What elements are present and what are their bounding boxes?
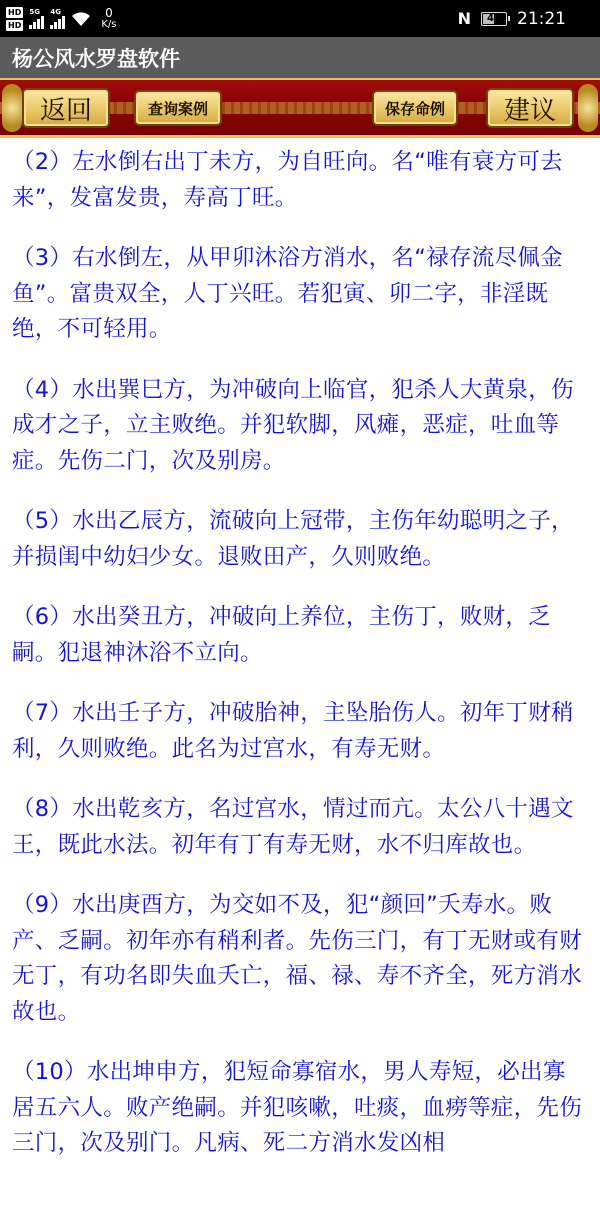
battery-icon xyxy=(481,12,507,26)
back-button[interactable]: 返回 xyxy=(22,88,110,128)
status-left xyxy=(6,3,116,34)
scroll-ornament-left xyxy=(2,84,22,132)
paragraph: （3）右水倒左，从甲卯沐浴方消水，名“禄存流尽佩金鱼”。富贵双全，人丁兴旺。若犯寅、卯二字，非淫既绝，不可轻用。 xyxy=(12,245,563,342)
nfc-icon: N xyxy=(457,9,471,28)
speed-value: 0 xyxy=(105,5,113,20)
battery-percent: 47 xyxy=(487,13,501,24)
paragraph: （2）左水倒右出丁未方，为自旺向。名“唯有衰方可去来”，发富发贵，寿高丁旺。 xyxy=(12,149,563,211)
paragraph: （7）水出壬子方，冲破胎神，主坠胎伤人。初年丁财稍利，久则败绝。此名为过宫水，有寿无财。 xyxy=(12,700,574,762)
signal-5g xyxy=(29,8,44,29)
app-title-bar xyxy=(0,37,600,78)
network-label-5g: 5G xyxy=(29,8,40,16)
status-right xyxy=(458,0,566,37)
paragraph: （9）水出庚酉方，为交如不及，犯“颜回”夭寿水。败产、乏嗣。初年亦有稍利者。先伤三门，有丁无财或有财无丁，有功名即失血夭亡，福、禄、寿不齐全，死方消水故也。 xyxy=(12,892,583,1025)
paragraph: （4）水出巽巳方，为冲破向上临官，犯杀人大黄泉，伤成才之子，立主败绝。并犯软脚，风瘫，恶症，吐血等症。先伤二门，次及别房。 xyxy=(12,376,574,474)
network-speed xyxy=(101,7,116,31)
save-case-button[interactable]: 保存命例 xyxy=(372,90,458,126)
suggest-button[interactable]: 建议 xyxy=(486,88,574,128)
signal-4g xyxy=(50,8,65,29)
content-scroll-area[interactable] xyxy=(0,141,600,1224)
app-title: 杨公风水罗盘软件 xyxy=(12,46,180,71)
paragraph: （5）水出乙辰方，流破向上冠带，主伤年幼聪明之子，并损闺中幼妇少女。退败田产，久则败绝。 xyxy=(12,508,574,570)
paragraph: （8）水出乾亥方，名过宫水，情过而亢。太公八十遇文王，既此水法。初年有丁有寿无财，水不归库故也。 xyxy=(12,796,574,858)
wifi-icon xyxy=(71,11,91,27)
paragraph: （10）水出坤申方，犯短命寡宿水，男人寿短，必出寡居五六人。败产绝嗣。并犯咳嗽，吐痰，血痨等症，先伤三门，次及别门。凡病、死二方消水发凶相 xyxy=(12,1059,583,1156)
signal-icon xyxy=(29,16,44,29)
query-cases-button[interactable]: 查询案例 xyxy=(134,90,222,126)
hd-badges xyxy=(6,7,23,31)
hd-badge-2: HD xyxy=(8,20,22,30)
toolbar xyxy=(0,78,600,138)
scroll-ornament-right xyxy=(578,84,598,132)
speed-unit: K/s xyxy=(101,18,117,30)
signal-icon-2 xyxy=(50,16,65,29)
hd-badge-1: HD xyxy=(8,7,22,17)
network-label-4g: 4G xyxy=(50,8,61,16)
status-bar xyxy=(0,0,600,37)
content-body xyxy=(0,141,600,1162)
paragraph: （6）水出癸丑方，冲破向上养位，主伤丁，败财，乏嗣。犯退神沐浴不立向。 xyxy=(12,604,552,666)
clock: 21:21 xyxy=(517,8,566,29)
